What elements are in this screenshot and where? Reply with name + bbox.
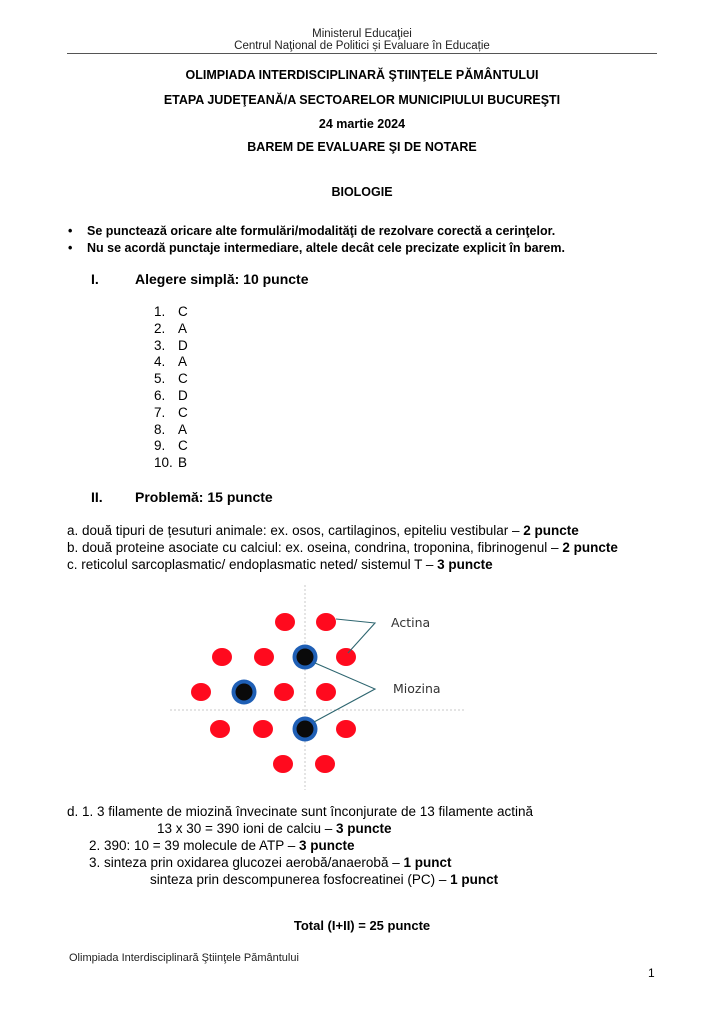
header-ministry: Ministerul Educaţiei xyxy=(312,28,412,40)
item-points: 3 puncte xyxy=(336,821,392,836)
answer-row xyxy=(154,321,188,338)
answer-row xyxy=(154,388,188,405)
exam-date: 24 martie 2024 xyxy=(318,117,406,131)
answer-letter: A xyxy=(178,421,188,437)
answer-row xyxy=(154,438,188,455)
answer-number: 8. xyxy=(154,421,166,437)
section-title: Alegere simplă: 10 puncte xyxy=(135,271,309,287)
note-text: Se punctează oricare alte formulări/modalităţi de rezolvare corectă a cerinţelor. xyxy=(87,224,556,238)
answer-row xyxy=(154,455,188,472)
answer-number: 7. xyxy=(154,404,166,420)
answer-letter: A xyxy=(178,354,188,370)
section-title: Problemă: 15 puncte xyxy=(135,489,273,505)
olympiad-title: OLIMPIADA INTERDISCIPLINARĂ ŞTIINŢELE PĂMÂNTULUI xyxy=(185,68,539,82)
answer-letter: D xyxy=(178,387,188,403)
answer-row xyxy=(154,338,188,355)
stage-title: ETAPA JUDEŢEANĂ/A SECTOARELOR MUNICIPIULUI BUCUREŞTI xyxy=(163,93,561,107)
item-points: 3 puncte xyxy=(299,838,355,853)
page-number: 1 xyxy=(648,966,655,980)
filament-diagram xyxy=(170,585,480,790)
problem-item-a xyxy=(67,523,579,538)
problem-item-c xyxy=(67,557,493,572)
header-center: Centrul Naţional de Politici și Evaluare în Educație xyxy=(234,40,490,52)
note-item xyxy=(68,224,555,238)
subject-title: BIOLOGIE xyxy=(331,185,393,199)
answer-letter: C xyxy=(178,404,188,420)
problem-item-d-3 xyxy=(89,855,451,870)
answer-row xyxy=(154,304,188,321)
item-text: c. reticolul sarcoplasmatic/ endoplasmatic neted/ sistemul T – xyxy=(67,557,438,572)
section-1-heading xyxy=(91,271,309,287)
leader-lines xyxy=(314,619,375,722)
item-text: 3. sinteza prin oxidarea glucozei aerobă/anaerobă – xyxy=(89,855,404,870)
answer-number: 6. xyxy=(154,387,166,403)
item-text: d. 1. 3 filamente de miozină învecinate sunt înconjurate de 13 filamente actină xyxy=(67,804,534,819)
problem-item-d-1 xyxy=(67,804,533,819)
item-points: 3 puncte xyxy=(437,557,493,572)
myosin-label: Miozina xyxy=(393,681,441,696)
answer-letter: A xyxy=(178,320,188,336)
answer-row xyxy=(154,371,188,388)
answer-letter: C xyxy=(178,371,188,387)
header-divider xyxy=(67,53,657,54)
item-points: 2 puncte xyxy=(523,523,579,538)
answer-letter: B xyxy=(178,455,188,471)
item-points: 1 punct xyxy=(403,855,452,870)
item-text: 2. 390: 10 = 39 molecule de ATP – xyxy=(89,838,300,853)
problem-item-d-1-calc xyxy=(157,821,392,836)
answer-number: 1. xyxy=(154,304,166,319)
answer-row xyxy=(154,422,188,439)
problem-item-d-3-alt xyxy=(150,872,498,887)
section-number: I. xyxy=(91,271,99,287)
item-points: 2 puncte xyxy=(562,540,618,555)
item-text: b. două proteine asociate cu calciul: ex. oseina, condrina, troponina, fibrinogenul – xyxy=(67,540,563,555)
answer-number: 5. xyxy=(154,371,166,387)
section-2-heading xyxy=(91,489,273,505)
answer-number: 2. xyxy=(154,320,166,336)
item-text: 13 x 30 = 390 ioni de calciu – xyxy=(157,821,337,836)
answer-list xyxy=(154,304,188,472)
answer-letter: C xyxy=(178,438,188,454)
section-number: II. xyxy=(91,489,103,505)
document-type: BAREM DE EVALUARE ŞI DE NOTARE xyxy=(247,140,477,154)
answer-row xyxy=(154,405,188,422)
answer-number: 3. xyxy=(154,337,166,353)
footer-text: Olimpiada Interdisciplinară Ştiinţele Pământului xyxy=(69,952,299,964)
note-text: Nu se acordă punctaje intermediare, altele decât cele precizate explicit în barem. xyxy=(87,241,565,255)
answer-letter: C xyxy=(178,304,188,319)
item-points: 1 punct xyxy=(450,872,499,887)
problem-item-d-2 xyxy=(89,838,355,853)
answer-number: 9. xyxy=(154,438,166,454)
actin-filaments xyxy=(191,613,356,773)
answer-number: 10. xyxy=(154,455,173,471)
problem-item-b xyxy=(67,540,618,555)
answer-row xyxy=(154,354,188,371)
item-text: a. două tipuri de țesuturi animale: ex. osos, cartilaginos, epiteliu vestibular – xyxy=(67,523,524,538)
actin-label: Actina xyxy=(391,615,431,630)
total-score: Total (I+II) = 25 puncte xyxy=(293,918,431,933)
bullet-icon: • xyxy=(68,224,73,238)
bullet-icon: • xyxy=(68,241,73,255)
answer-number: 4. xyxy=(154,354,166,370)
item-text: sinteza prin descompunerea fosfocreatinei (PC) – xyxy=(150,872,451,887)
answer-letter: D xyxy=(178,337,188,353)
note-item xyxy=(68,241,565,255)
